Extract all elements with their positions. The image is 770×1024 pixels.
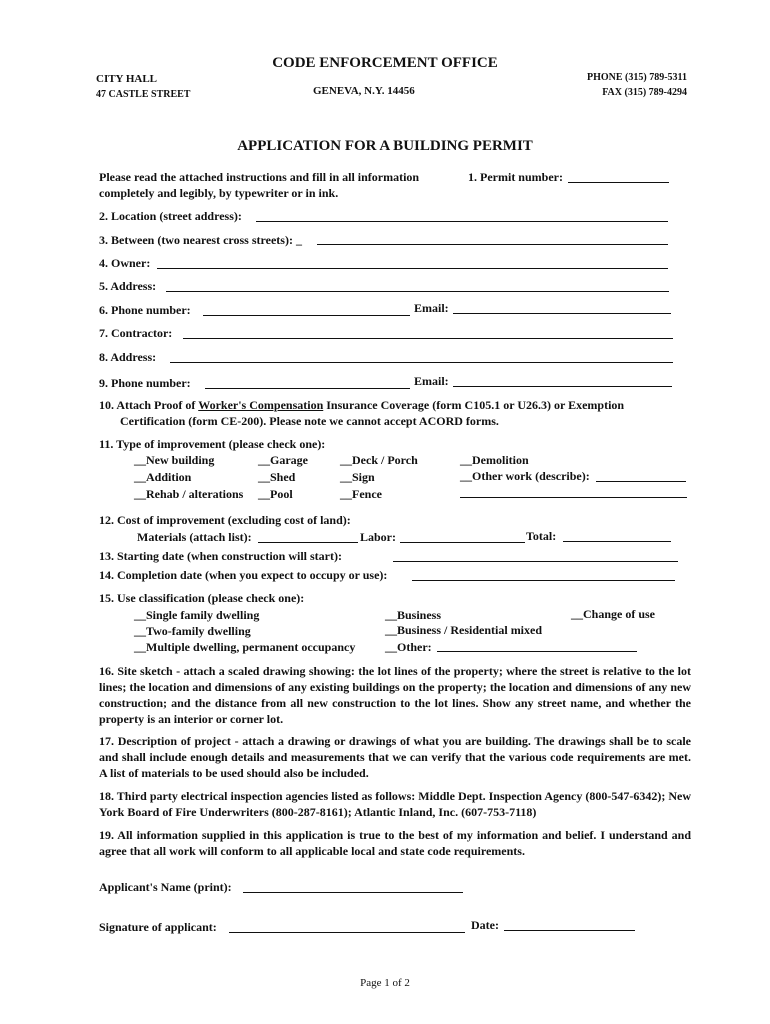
option-demolition[interactable]: __Demolition <box>460 453 529 467</box>
total-label: Total: <box>526 529 557 543</box>
item-15-heading: 15. Use classification (please check one): <box>99 591 305 605</box>
fax-number: FAX (315) 789-4294 <box>602 87 687 98</box>
date-field[interactable] <box>504 930 635 931</box>
contractor-address-label: 8. Address: <box>99 350 157 364</box>
office-title: CODE ENFORCEMENT OFFICE <box>272 55 498 71</box>
other-work-field-2[interactable] <box>460 497 687 498</box>
starting-date-label: 13. Starting date (when construction will start): <box>99 549 342 563</box>
materials-label: Materials (attach list): <box>137 530 252 544</box>
starting-date-field[interactable] <box>393 561 678 562</box>
item-16-site-sketch: 16. Site sketch - attach a scaled drawing showing: the lot lines of the property; where the street is relative to the lot lines; the location and dimensions of any existing buildings on the property; the location and dimensions of any new construction; and the distance from all new construction to the lot lines. Show any street name, and whether the property is an interior or corner lot. <box>99 664 691 726</box>
page-number: Page 1 of 2 <box>360 977 410 989</box>
signature-field[interactable] <box>229 932 465 933</box>
completion-date-label: 14. Completion date (when you expect to occupy or use): <box>99 568 388 582</box>
permit-number-field[interactable] <box>568 182 669 183</box>
contractor-phone-label: 9. Phone number: <box>99 376 191 390</box>
option-fence[interactable]: __Fence <box>340 487 382 501</box>
item-10-prefix: 10. Attach Proof of <box>99 398 196 412</box>
workers-comp-link[interactable]: Worker's Compensation <box>198 398 324 412</box>
option-new-building[interactable]: __New building <box>134 453 215 467</box>
cross-streets-label: 3. Between (two nearest cross streets): _ <box>99 233 302 247</box>
option-business[interactable]: __Business <box>385 608 442 622</box>
date-label: Date: <box>471 918 499 932</box>
permit-number-label: 1. Permit number: <box>468 170 563 184</box>
item-12-heading: 12. Cost of improvement (excluding cost of land): <box>99 513 351 527</box>
item-17-description: 17. Description of project - attach a drawing or drawings of what you are building. The drawings shall be to scale and shall include enough details and measurements that we can verify that the various code requirements are met. A list of materials to be used should also be included. <box>99 734 691 780</box>
option-two-family[interactable]: __Two-family dwelling <box>134 624 251 638</box>
contractor-email-field[interactable] <box>453 386 672 387</box>
street-address: 47 CASTLE STREET <box>96 89 191 100</box>
total-field[interactable] <box>563 541 671 542</box>
item-10-line-2: Certification (form CE-200). Please note we cannot accept ACORD forms. <box>120 414 499 428</box>
labor-field[interactable] <box>400 542 525 543</box>
contractor-field[interactable] <box>183 338 673 339</box>
owner-field[interactable] <box>157 268 668 269</box>
city-hall: CITY HALL <box>96 73 158 85</box>
other-work-field[interactable] <box>596 481 686 482</box>
completion-date-field[interactable] <box>412 580 675 581</box>
option-shed[interactable]: __Shed <box>258 470 296 484</box>
intro-line-2: completely and legibly, by typewriter or in ink. <box>99 186 339 200</box>
owner-phone-field[interactable] <box>203 315 410 316</box>
item-19-certification: 19. All information supplied in this application is true to the best of my information and belief. I understand and agree that all work will conform to all applicable local and state code requirements. <box>99 828 691 858</box>
labor-label: Labor: <box>360 530 396 544</box>
contractor-email-label: Email: <box>414 374 449 388</box>
signature-label: Signature of applicant: <box>99 920 217 934</box>
cross-streets-field[interactable] <box>317 244 668 245</box>
owner-address-field[interactable] <box>166 291 669 292</box>
option-pool[interactable]: __Pool <box>258 487 293 501</box>
owner-label: 4. Owner: <box>99 256 151 270</box>
option-single-family[interactable]: __Single family dwelling <box>134 608 260 622</box>
owner-phone-label: 6. Phone number: <box>99 303 191 317</box>
option-business-residential[interactable]: __Business / Residential mixed <box>385 623 543 637</box>
item-10-suffix: Insurance Coverage (form C105.1 or U26.3) or Exemption <box>326 398 625 412</box>
phone-number: PHONE (315) 789-5311 <box>587 72 687 83</box>
item-11-heading: 11. Type of improvement (please check one): <box>99 437 326 451</box>
owner-address-label: 5. Address: <box>99 279 157 293</box>
option-rehab[interactable]: __Rehab / alterations <box>134 487 244 501</box>
other-use-field[interactable] <box>437 651 637 652</box>
applicant-name-field[interactable] <box>243 892 463 893</box>
location-label: 2. Location (street address): <box>99 209 242 223</box>
owner-email-label: Email: <box>414 301 449 315</box>
option-change-of-use[interactable]: __Change of use <box>571 607 656 621</box>
contractor-address-field[interactable] <box>170 362 673 363</box>
option-other-work[interactable]: __Other work (describe): <box>460 469 590 483</box>
contractor-phone-field[interactable] <box>205 388 410 389</box>
applicant-name-label: Applicant's Name (print): <box>99 880 232 894</box>
option-garage[interactable]: __Garage <box>258 453 308 467</box>
contractor-label: 7. Contractor: <box>99 326 173 340</box>
city-state-zip: GENEVA, N.Y. 14456 <box>313 85 415 97</box>
option-deck-porch[interactable]: __Deck / Porch <box>340 453 418 467</box>
item-10-line-1 <box>99 398 624 413</box>
item-18-inspection-agencies: 18. Third party electrical inspection agencies listed as follows: Middle Dept. Inspection Agency (800-547-6342); New York Board of Fire Underwriters (800-287-8161); Atlantic Inland, Inc. (607-753-7118) <box>99 789 691 819</box>
option-multiple-dwelling[interactable]: __Multiple dwelling, permanent occupancy <box>134 640 356 654</box>
option-sign[interactable]: __Sign <box>340 470 375 484</box>
intro-line-1: Please read the attached instructions and fill in all information <box>99 170 420 184</box>
form-title: APPLICATION FOR A BUILDING PERMIT <box>237 138 533 154</box>
option-addition[interactable]: __Addition <box>134 470 192 484</box>
option-other-use[interactable]: __Other: <box>385 640 432 654</box>
location-field[interactable] <box>256 221 668 222</box>
materials-field[interactable] <box>258 542 358 543</box>
owner-email-field[interactable] <box>453 313 671 314</box>
